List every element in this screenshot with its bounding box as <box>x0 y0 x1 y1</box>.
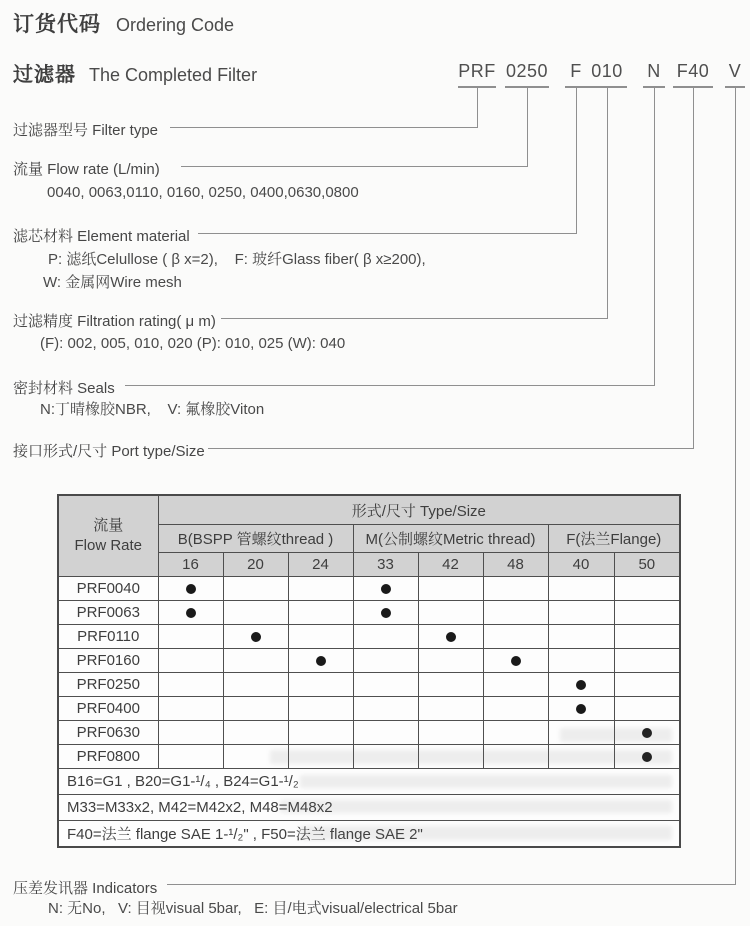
model-cell: PRF0063 <box>58 601 158 625</box>
availability-dot-cell <box>353 577 418 601</box>
dot-icon <box>186 584 196 594</box>
size-col-16: 16 <box>158 553 223 577</box>
connector-line <box>221 318 608 319</box>
empty-cell <box>418 721 483 745</box>
empty-cell <box>418 577 483 601</box>
group-bspp: B(BSPP 管螺纹thread ) <box>158 525 353 553</box>
label-filter-type: 过滤器型号 Filter type <box>13 122 159 139</box>
model-cell: PRF0250 <box>58 673 158 697</box>
availability-dot-cell <box>158 577 223 601</box>
section-title-cn: 订货代码 <box>13 13 101 36</box>
code-segment-series: PRF <box>458 61 496 81</box>
dot-icon <box>511 656 521 666</box>
note-row <box>58 821 680 848</box>
empty-cell <box>353 721 418 745</box>
dot-icon <box>576 704 586 714</box>
empty-cell <box>548 577 614 601</box>
empty-cell <box>614 697 680 721</box>
connector-line <box>693 87 694 449</box>
empty-cell <box>614 577 680 601</box>
empty-cell <box>353 625 418 649</box>
group-flange: F(法兰Flange) <box>548 525 680 553</box>
product-title <box>13 58 257 87</box>
table-row <box>58 697 680 721</box>
empty-cell <box>483 673 548 697</box>
model-cell: PRF0160 <box>58 649 158 673</box>
empty-cell <box>614 649 680 673</box>
availability-dot-cell <box>223 625 288 649</box>
empty-cell <box>483 601 548 625</box>
empty-cell <box>483 577 548 601</box>
dot-icon <box>576 680 586 690</box>
empty-cell <box>288 673 353 697</box>
empty-cell <box>614 673 680 697</box>
code-segment-port: F40 <box>676 61 710 81</box>
empty-cell <box>418 745 483 769</box>
label-filtration-rating: 过滤精度 Filtration rating( μ m) <box>13 313 216 330</box>
connector-line <box>527 87 528 167</box>
connector-line <box>170 127 478 128</box>
empty-cell <box>158 673 223 697</box>
empty-cell <box>223 697 288 721</box>
table-header-row <box>58 495 680 525</box>
dot-icon <box>381 584 391 594</box>
model-cell: PRF0800 <box>58 745 158 769</box>
empty-cell <box>614 625 680 649</box>
label-flow-rate: 流量 Flow rate (L/min) <box>13 161 160 178</box>
note-flange-equivalents: F40=法兰 flange SAE 1-¹/₂" , F50=法兰 flange SAE 2" <box>58 821 680 848</box>
flow-rate-values: 0040, 0063,0110, 0160, 0250, 0400,0630,0800 <box>47 184 359 201</box>
dot-icon <box>251 632 261 642</box>
code-segment-material: F <box>570 61 582 81</box>
empty-cell <box>158 649 223 673</box>
dot-icon <box>642 752 652 762</box>
dot-icon <box>381 608 391 618</box>
label-seals: 密封材料 Seals <box>13 380 115 397</box>
empty-cell <box>158 625 223 649</box>
label-indicators: 压差发讯器 Indicators <box>13 880 158 897</box>
seals-values: N:丁晴橡胶NBR, V: 氟橡胶Viton <box>40 401 265 418</box>
size-col-33: 33 <box>353 553 418 577</box>
note-bspp-equivalents: B16=G1 , B20=G1-¹/₄ , B24=G1-¹/₂ <box>58 769 680 795</box>
table-row <box>58 721 680 745</box>
size-col-42: 42 <box>418 553 483 577</box>
note-row <box>58 795 680 821</box>
empty-cell <box>288 601 353 625</box>
table-row <box>58 745 680 769</box>
model-cell: PRF0400 <box>58 697 158 721</box>
section-title <box>13 8 234 38</box>
label-port-type: 接口形式/尺寸 Port type/Size <box>13 443 205 460</box>
empty-cell <box>614 601 680 625</box>
corner-cell-flow-rate <box>58 495 158 577</box>
empty-cell <box>418 649 483 673</box>
connector-line <box>167 884 736 885</box>
empty-cell <box>288 625 353 649</box>
empty-cell <box>223 721 288 745</box>
empty-cell <box>548 649 614 673</box>
availability-dot-cell <box>548 673 614 697</box>
note-row <box>58 769 680 795</box>
connector-line <box>477 87 478 128</box>
empty-cell <box>418 601 483 625</box>
dot-icon <box>642 728 652 738</box>
code-segment-flow: 0250 <box>505 61 549 81</box>
connector-line <box>208 448 694 449</box>
model-cell: PRF0040 <box>58 577 158 601</box>
availability-dot-cell <box>288 649 353 673</box>
corner-cell-en: Flow Rate <box>74 537 143 554</box>
table-row <box>58 649 680 673</box>
size-col-24: 24 <box>288 553 353 577</box>
code-segment-rating: 010 <box>591 61 623 81</box>
connector-line <box>607 87 608 319</box>
table-body <box>58 577 680 769</box>
empty-cell <box>223 649 288 673</box>
type-size-table <box>57 494 681 848</box>
empty-cell <box>353 649 418 673</box>
empty-cell <box>158 745 223 769</box>
connector-line <box>181 166 528 167</box>
model-cell: PRF0630 <box>58 721 158 745</box>
type-size-header: 形式/尺寸 Type/Size <box>158 495 680 525</box>
empty-cell <box>483 745 548 769</box>
availability-dot-cell <box>614 721 680 745</box>
empty-cell <box>418 697 483 721</box>
dot-icon <box>186 608 196 618</box>
empty-cell <box>353 673 418 697</box>
empty-cell <box>353 745 418 769</box>
table-row <box>58 601 680 625</box>
connector-line <box>576 87 577 234</box>
empty-cell <box>158 721 223 745</box>
availability-dot-cell <box>418 625 483 649</box>
corner-cell-cn: 流量 <box>93 517 124 534</box>
group-metric: M(公制螺纹Metric thread) <box>353 525 548 553</box>
element-material-options-1: P: 滤纸Celullose ( β x=2), F: 玻纤Glass fiber( β x≥200), <box>48 251 426 268</box>
empty-cell <box>353 697 418 721</box>
code-segment-seal: N <box>647 61 661 81</box>
note-metric-equivalents: M33=M33x2, M42=M42x2, M48=M48x2 <box>58 795 680 821</box>
empty-cell <box>223 745 288 769</box>
empty-cell <box>418 673 483 697</box>
code-segment-indicator: V <box>728 61 742 81</box>
availability-dot-cell <box>158 601 223 625</box>
empty-cell <box>223 601 288 625</box>
empty-cell <box>223 577 288 601</box>
availability-dot-cell <box>483 649 548 673</box>
connector-line <box>125 385 655 386</box>
product-title-en: The Completed Filter <box>89 65 258 85</box>
empty-cell <box>158 697 223 721</box>
product-title-cn: 过滤器 <box>13 64 76 86</box>
size-col-20: 20 <box>223 553 288 577</box>
empty-cell <box>288 721 353 745</box>
empty-cell <box>548 745 614 769</box>
table-row <box>58 577 680 601</box>
availability-dot-cell <box>614 745 680 769</box>
dot-icon <box>446 632 456 642</box>
size-col-40: 40 <box>548 553 614 577</box>
label-element-material: 滤芯材料 Element material <box>13 228 190 245</box>
connector-line <box>735 87 736 885</box>
size-col-50: 50 <box>614 553 680 577</box>
size-col-48: 48 <box>483 553 548 577</box>
connector-line <box>198 233 577 234</box>
filtration-rating-values: (F): 002, 005, 010, 020 (P): 010, 025 (W): 040 <box>40 335 346 352</box>
table-row <box>58 625 680 649</box>
empty-cell <box>288 577 353 601</box>
table-row <box>58 673 680 697</box>
empty-cell <box>483 697 548 721</box>
empty-cell <box>548 721 614 745</box>
empty-cell <box>288 697 353 721</box>
empty-cell <box>548 625 614 649</box>
empty-cell <box>483 625 548 649</box>
section-title-en: Ordering Code <box>116 15 235 35</box>
connector-line <box>654 87 655 386</box>
availability-dot-cell <box>353 601 418 625</box>
dot-icon <box>316 656 326 666</box>
empty-cell <box>288 745 353 769</box>
indicators-values: N: 无No, V: 目视visual 5bar, E: 目/电式visual/electrical 5bar <box>48 900 458 917</box>
empty-cell <box>483 721 548 745</box>
model-cell: PRF0110 <box>58 625 158 649</box>
empty-cell <box>548 601 614 625</box>
element-material-options-2: W: 金属网Wire mesh <box>43 274 182 291</box>
availability-dot-cell <box>548 697 614 721</box>
empty-cell <box>223 673 288 697</box>
